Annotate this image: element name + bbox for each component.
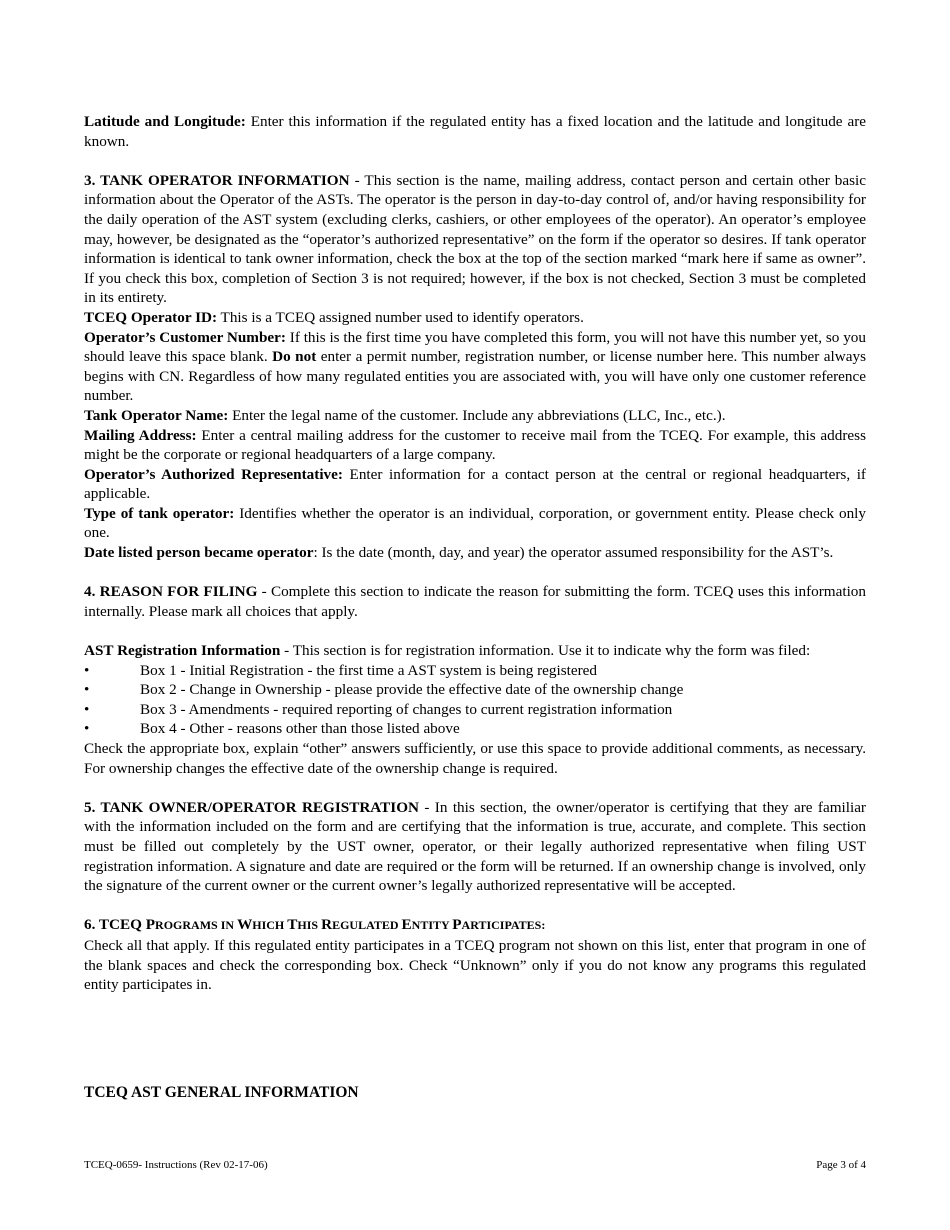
section4-heading: 4. REASON FOR FILING (84, 583, 258, 601)
auth-rep-paragraph (84, 465, 866, 504)
operator-type-paragraph (84, 504, 866, 543)
lat-long-text: Enter this information if the regulated entity has a fixed location and the latitude and longitude are known. (84, 113, 866, 150)
section4-closing: Check the appropriate box, explain “other” answers sufficiently, or use this space to provide additional comments, as necessary. For ownership changes the effective date of the ownership change is required. (84, 740, 866, 777)
list-item (84, 661, 866, 681)
operator-name-text: Enter the legal name of the customer. Include any abbreviations (LLC, Inc., etc.). (228, 406, 726, 424)
customer-number-paragraph (84, 328, 866, 406)
bullet-icon: • (84, 700, 90, 718)
operator-name-label: Tank Operator Name: (84, 406, 229, 424)
customer-number-text: If this is the first time you have completed this form, you will not have this number yet, so you should leave this space blank. (84, 328, 866, 366)
page-number: Page 3 of 4 (816, 1159, 866, 1171)
section6-text: Check all that apply. If this regulated entity participates in a TCEQ program not shown on this list, enter that program in one of the blank spaces and check the corresponding box. Check “Unknown” only if you do not know any programs this regulated entity participates in. (84, 936, 866, 994)
bullet-icon: • (84, 681, 90, 699)
section3-intro-text: - This section is the name, mailing address, contact person and certain other basic information about the Operator of the ASTs. The operator is the person in day-to-day control of, and/or having responsibility for the daily operation of the AST system (excluding clerks, cashiers, or other employees of the operator). An operator’s employee may, however, be designated as the “operator’s authorized representative” on the form if the operator so desires. If tank operator information is identical to tank owner information, check the box at the top of the section marked “mark here if same as owner”. If you check this box, completion of Section 3 is not required; however, if the box is not checked, Section 3 must be completed in its entirety. (84, 171, 866, 307)
section6-heading-part: T (287, 916, 298, 934)
section3-intro (84, 171, 866, 308)
list-item-text: Box 3 - Amendments - required reporting of changes to current registration information (140, 700, 673, 718)
section6-heading-part: HIS (297, 918, 322, 933)
lat-long-paragraph (84, 112, 866, 151)
do-not-emphasis: Do not (272, 348, 317, 366)
section4-intro-text: - Complete this section to indicate the reason for submitting the form. TCEQ uses this information internally. Please mark all choices that apply. (84, 583, 866, 620)
mailing-address-label: Mailing Address: (84, 426, 197, 444)
document-body (84, 112, 866, 995)
list-item-text: Box 2 - Change in Ownership - please provide the effective date of the ownership change (140, 681, 684, 699)
section6-heading-part: NTITY (411, 918, 453, 933)
section6-heading-part: HICH (252, 918, 288, 933)
section6-heading-part: EGULATED (332, 918, 402, 933)
registration-info-paragraph (84, 641, 866, 661)
auth-rep-text: Enter information for a contact person at the central or regional headquarters, if applicable. (84, 465, 866, 503)
auth-rep-label: Operator’s Authorized Representative: (84, 465, 343, 483)
operator-id-label: TCEQ Operator ID: (84, 308, 218, 326)
section4-intro (84, 582, 866, 621)
mailing-address-text: Enter a central mailing address for the customer to receive mail from the TCEQ. For example, this address might be the corporate or regional headquarters of a large company. (84, 426, 866, 464)
section6-heading (84, 915, 866, 936)
section6-heading-part: R (321, 916, 333, 934)
registration-info-label: AST Registration Information (84, 642, 281, 660)
section6-heading-part: ARTICIPATES: (461, 918, 546, 933)
section6-heading-part: W (237, 916, 253, 934)
section5-text: - In this section, the owner/operator is certifying that they are familiar with the information included on the form and are certifying that the information is true, accurate, and complete. This section must be filled out completely by the UST owner, operator, or their legally authorized representative when filing UST registration information. A signature and date are required or the form will be returned. If an ownership change is involved, only the signature of the current owner or the current owner’s legally authorized representative will be accepted. (84, 798, 866, 895)
operator-id-paragraph (84, 308, 866, 328)
section6-heading-part: E (401, 916, 412, 934)
operator-name-paragraph (84, 406, 866, 426)
section3-heading: 3. TANK OPERATOR INFORMATION (84, 171, 350, 189)
lat-long-label: Latitude and Longitude: (84, 113, 246, 130)
operator-type-text: Identifies whether the operator is an individual, corporation, or government entity. Please check only one. (84, 504, 866, 542)
customer-number-label: Operator’s Customer Number: (84, 328, 286, 346)
customer-number-text-continued: enter a permit number, registration number, or license number here. This number always begins with CN. Regardless of how many regulated entities you are associated with, you will have only one customer reference number. (84, 348, 866, 405)
operator-type-label: Type of tank operator: (84, 504, 235, 522)
mailing-address-paragraph (84, 426, 866, 465)
list-item-text: Box 4 - Other - reasons other than those listed above (140, 720, 460, 738)
operator-date-text: : Is the date (month, day, and year) the operator assumed responsibility for the AST’s. (313, 544, 834, 562)
list-item-text: Box 1 - Initial Registration - the first time a AST system is being registered (140, 661, 597, 679)
list-item (84, 680, 866, 700)
operator-id-text: This is a TCEQ assigned number used to identify operators. (217, 308, 584, 326)
page-footer (84, 1159, 866, 1171)
section6-heading-part: P (452, 916, 462, 934)
registration-info-text: - This section is for registration information. Use it to indicate why the form was filed: (280, 642, 811, 660)
operator-date-paragraph (84, 543, 866, 563)
section5-paragraph (84, 798, 866, 896)
list-item (84, 700, 866, 720)
general-info-heading: TCEQ AST GENERAL INFORMATION (84, 1084, 359, 1101)
form-id: TCEQ-0659- Instructions (Rev 02-17-06) (84, 1159, 268, 1171)
section6-heading-part: ROGRAMS IN (155, 918, 238, 933)
bullet-icon: • (84, 661, 90, 679)
section6-heading-part: P (145, 916, 156, 934)
reason-list (84, 661, 866, 739)
operator-date-label: Date listed person became operator (84, 544, 314, 562)
list-item (84, 719, 866, 739)
bullet-icon: • (84, 720, 90, 738)
section6-heading-part: 6. TCEQ (84, 916, 146, 934)
section5-heading: 5. TANK OWNER/OPERATOR REGISTRATION (84, 798, 419, 816)
